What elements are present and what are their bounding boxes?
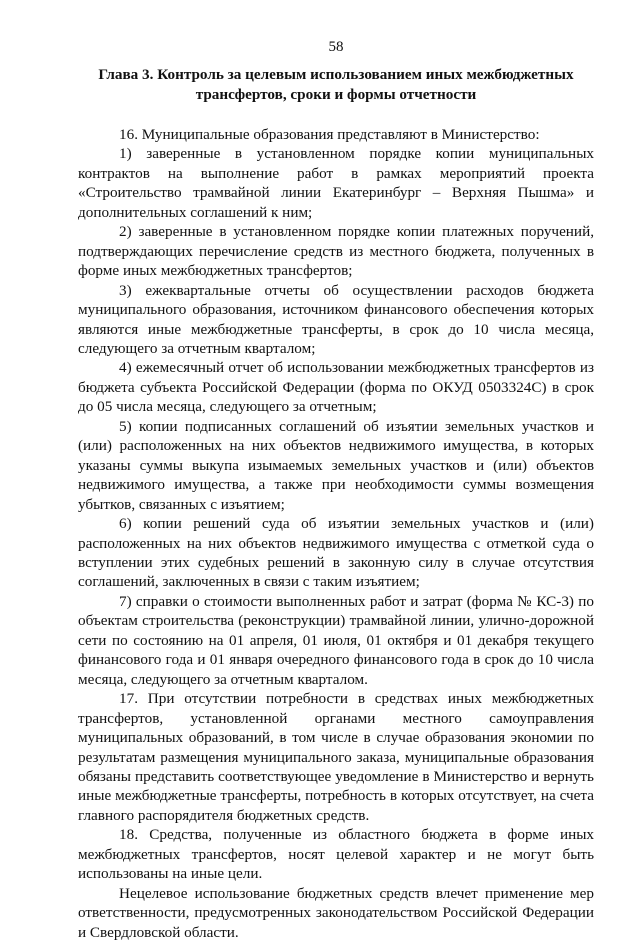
- paragraph-18: 18. Средства, полученные из областного бюджета в форме иных межбюджетных трансфертов, носят целевой характер и не могут быть использованы на иные цели.: [78, 826, 594, 883]
- document-body: [78, 125, 594, 942]
- list-item-3: 3) ежеквартальные отчеты об осуществлении расходов бюджета муниципального образования, источником финансового обеспечения которых являются иные межбюджетные трансферты, в срок до 10 числа месяца, следующего за отчетным кварталом;: [78, 281, 594, 357]
- chapter-title: Глава 3. Контроль за целевым использованием иных межбюджетных трансфертов, сроки и формы отчетности: [98, 66, 574, 103]
- paragraph-misuse-liability: Нецелевое использование бюджетных средств влечет применение мер ответственности, предусмотренных законодательством Российской Федерации и Свердловской области.: [78, 884, 594, 941]
- list-item-4: 4) ежемесячный отчет об использовании межбюджетных трансфертов из бюджета субъекта Российской Федерации (форма по ОКУД 0503324С) в срок до 05 числа месяца, следующего за отчетным;: [78, 359, 594, 416]
- list-item-1: 1) заверенные в установленном порядке копии муниципальных контрактов на выполнение работ в рамках мероприятий проекта «Строительство трамвайной линии Екатеринбург – Верхняя Пышма» и дополнительных соглашений к ним;: [78, 145, 594, 221]
- list-item-7: 7) справки о стоимости выполненных работ и затрат (форма № КС-3) по объектам строительства (реконструкции) трамвайной линии, улично-дорожной сети по состоянию на 01 апреля, 01 июля, 01 октября и 01 декабря текущего финансового года и 01 января очередного финансового года в срок до 10 числа месяца, следующего за отчетным кварталом.: [78, 592, 594, 688]
- list-item-6: 6) копии решений суда об изъятии земельных участков и (или) расположенных на них объектов недвижимого имущества с отметкой суда о вступлении этих судебных решений в законную силу в случае отсутствия соглашений, заключенных в связи с таким изъятием;: [78, 515, 594, 591]
- paragraph-17: 17. При отсутствии потребности в средствах иных межбюджетных трансфертов, установленной органами местного самоуправления муниципальных образований, в том числе в случае образования экономии по результатам размещения муниципального заказа, муниципальные образования обязаны представить соответствующее уведомление в Министерство и вернуть иные межбюджетные трансферты, потребность в которых отсутствует, на счета главного распорядителя бюджетных средств.: [78, 690, 594, 824]
- paragraph-16-intro: 16. Муниципальные образования представляют в Министерство:: [119, 126, 540, 143]
- list-item-5: 5) копии подписанных соглашений об изъятии земельных участков и (или) расположенных на них объектов недвижимого имущества, в которых указаны суммы выкупа изымаемых земельных участков и (или) объектов недвижимого имущества, а также при необходимости суммы возмещения убытков, связанных с изъятием;: [78, 417, 594, 513]
- page-number: 58: [328, 39, 344, 55]
- list-item-2: 2) заверенные в установленном порядке копии платежных поручений, подтверждающих перечисление средств из местного бюджета, полученных в форме иных межбюджетных трансфертов;: [78, 223, 594, 280]
